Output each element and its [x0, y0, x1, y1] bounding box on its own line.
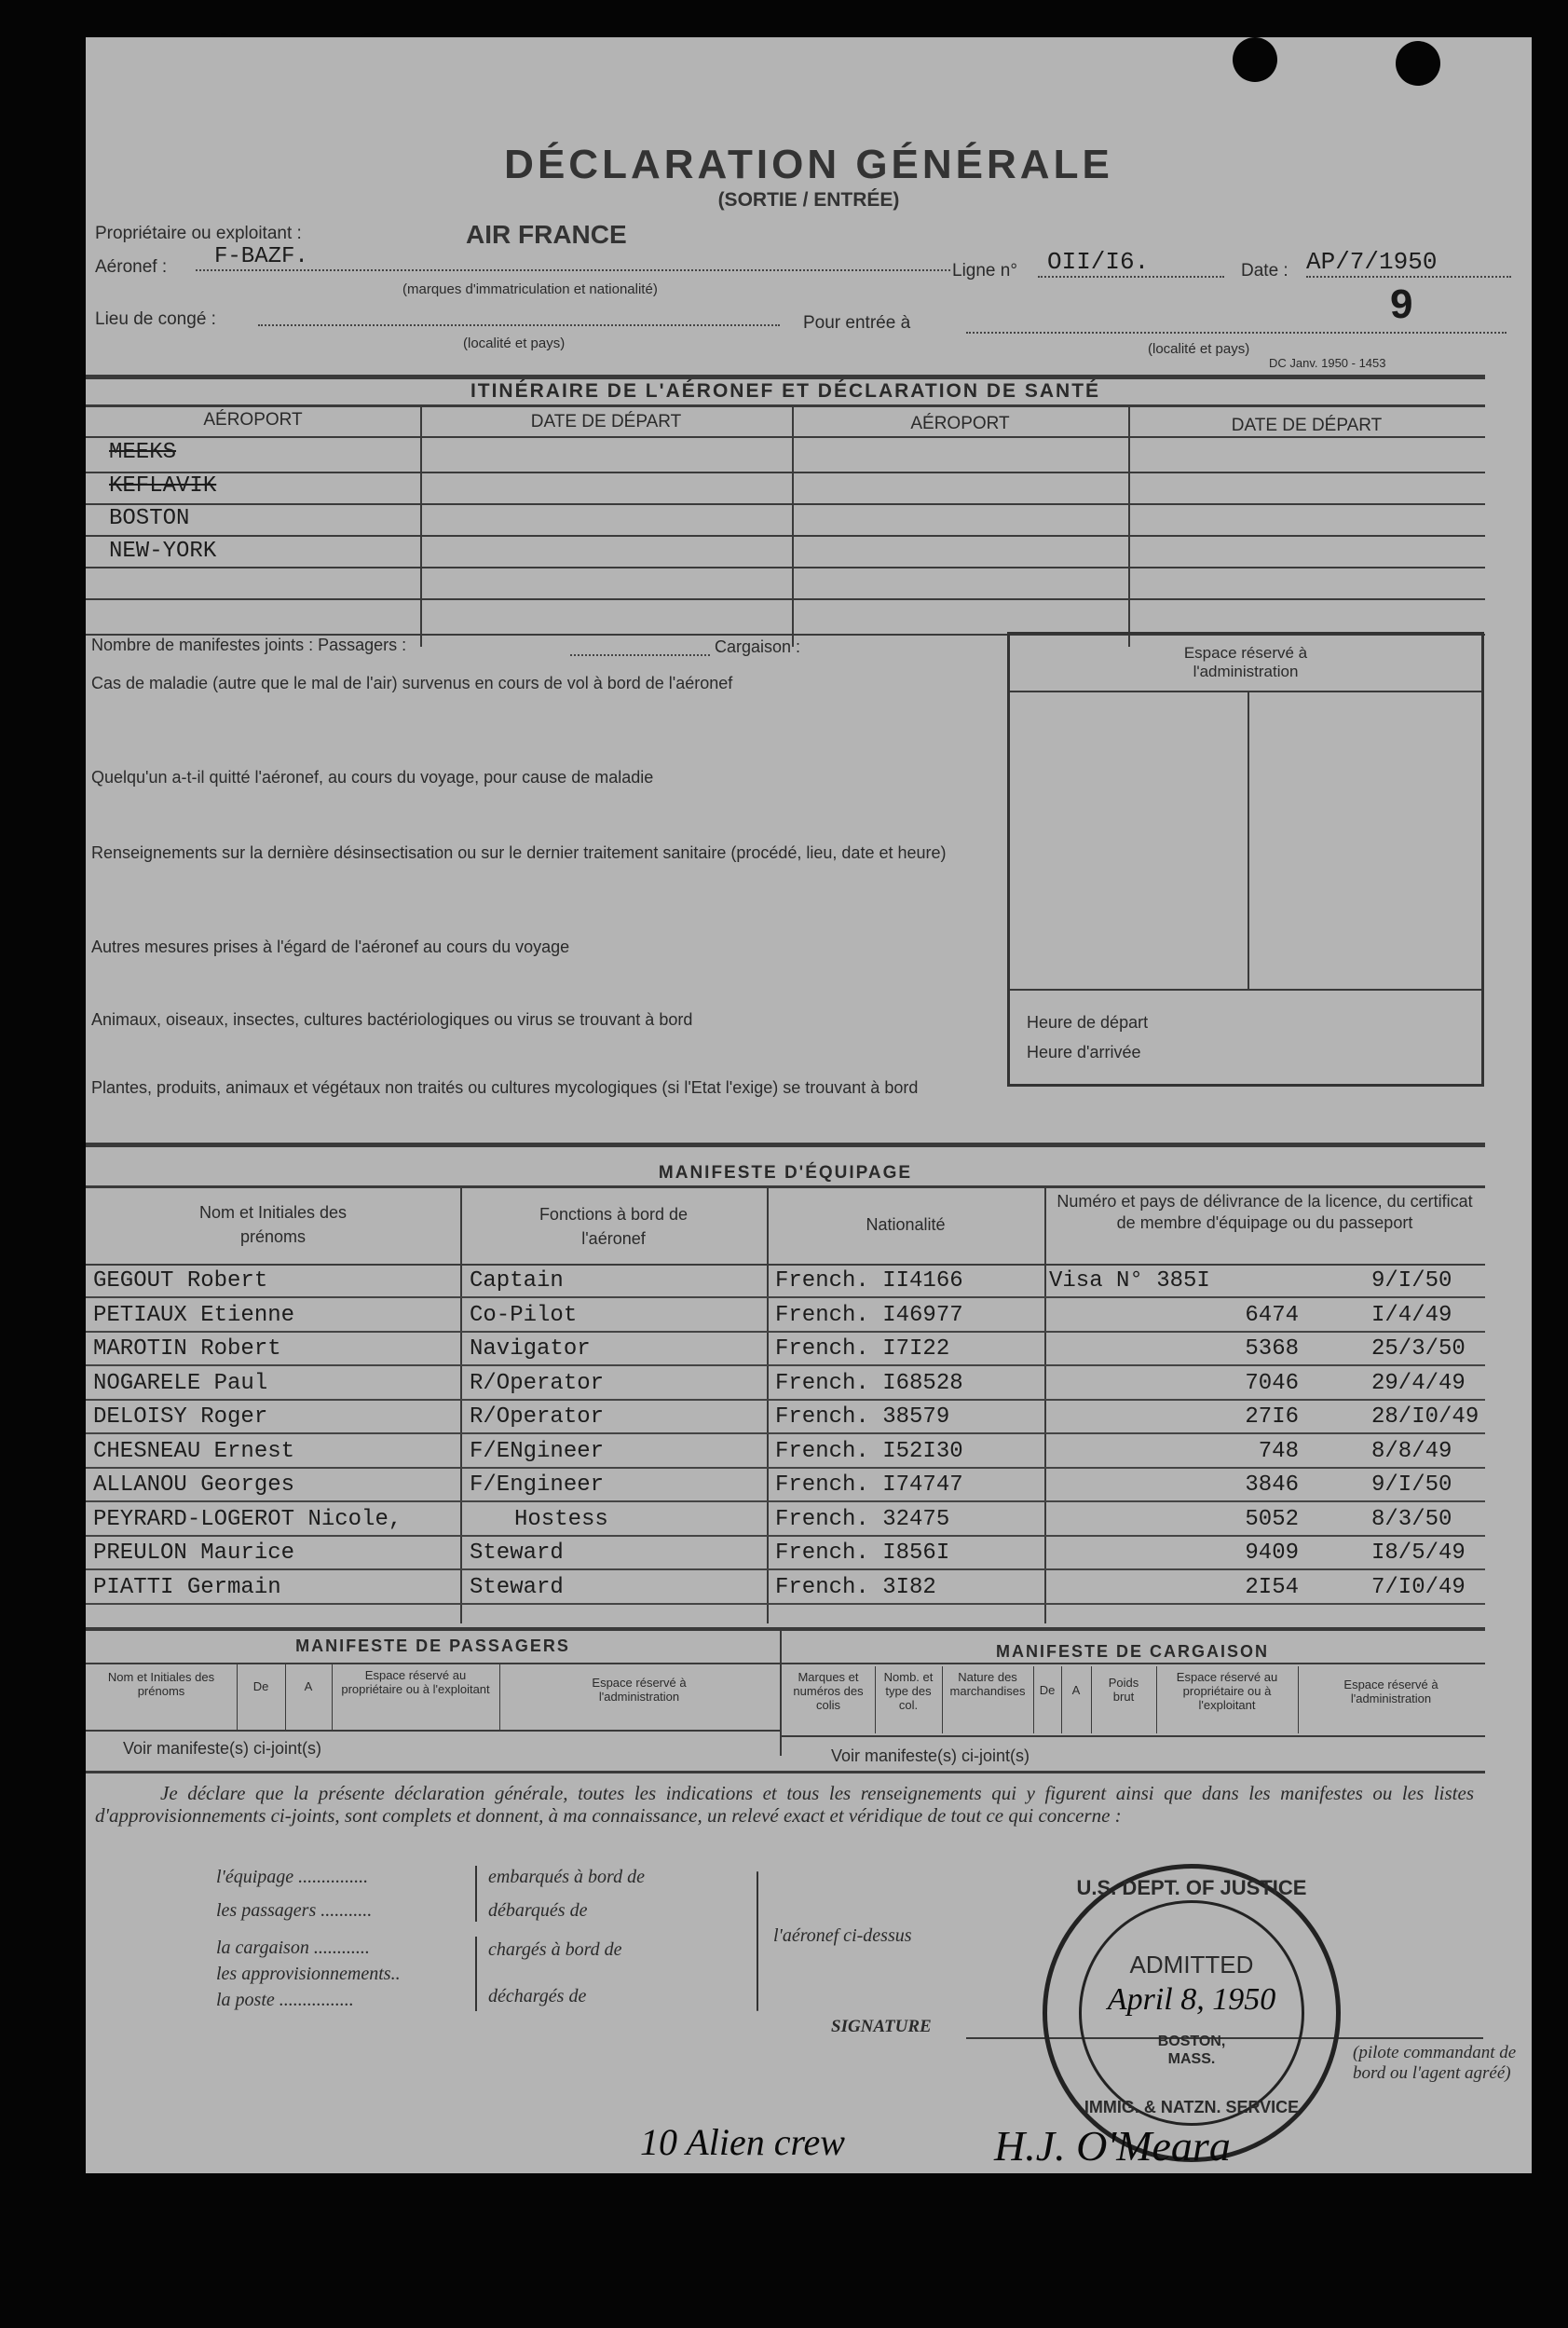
crew-license-date: 9/I/50: [1371, 1268, 1452, 1294]
airport-entry: KEFLAVIK: [109, 473, 217, 499]
crew-table: [86, 1185, 1485, 1623]
crew-license-number: 5368: [1245, 1336, 1299, 1362]
stamp-status: ADMITTED: [1129, 1951, 1254, 1979]
column-header: Nom et Initiales des prénoms: [107, 1670, 215, 1698]
manifests-label: Nombre de manifestes joints : Passagers :: [91, 636, 407, 654]
airport-entry: MEEKS: [109, 440, 177, 465]
crew-license-number: 7046: [1245, 1370, 1299, 1396]
crew-nationality: French. I46977: [775, 1302, 963, 1328]
form-subtitle: (SORTIE / ENTRÉE): [717, 189, 900, 211]
line-label: Ligne n°: [952, 261, 1017, 281]
owner-value: AIR FRANCE: [466, 220, 627, 249]
crew-function: Co-Pilot: [470, 1302, 578, 1328]
handwritten-signature: H.J. O'Meara: [994, 2122, 1231, 2170]
declaration-text: Je déclare que la présente déclaration générale, toutes les indications et tous les renseignements qui y figurent ainsi que dans les manifestes ou les listes d'approvisionnements ci-joints, sont complets et donnent, à ma connaissance, un relevé exact et véridique de tout ce qui concerne :: [95, 1782, 1474, 1827]
column-header: De: [252, 1679, 269, 1693]
crew-license-date: 8/3/50: [1371, 1506, 1452, 1532]
column-header: Espace réservé à l'administration: [1343, 1678, 1438, 1705]
crew-license-date: 8/8/49: [1371, 1438, 1452, 1464]
owner-label: Propriétaire ou exploitant :: [95, 224, 302, 243]
row-line: [86, 472, 1485, 473]
crew-license-number: 9409: [1245, 1541, 1299, 1566]
divider: [86, 404, 1485, 407]
crew-license-date: I8/5/49: [1371, 1541, 1466, 1566]
row-line: [86, 535, 1485, 537]
declaration-item: la poste ................: [216, 1990, 354, 2010]
crew-name: GEGOUT Robert: [93, 1268, 268, 1294]
column-header: Espace réservé à l'administration: [592, 1676, 687, 1704]
crew-name: PREULON Maurice: [93, 1541, 295, 1566]
declaration-item: les passagers ...........: [216, 1900, 373, 1921]
signature-label: SIGNATURE: [831, 2017, 932, 2036]
declaration-action: embarqués à bord de: [488, 1867, 645, 1887]
form-code: DC Janv. 1950 - 1453: [1269, 356, 1386, 370]
declaration-action: déchargés de: [488, 1986, 587, 2006]
column-header: Nationalité: [866, 1215, 946, 1234]
crew-row: [86, 1504, 1485, 1537]
crew-nationality: French. I74747: [775, 1472, 963, 1498]
crew-function: Steward: [470, 1574, 564, 1600]
row-line: [86, 598, 1485, 600]
crew-nationality: French. I7I22: [775, 1336, 950, 1362]
crew-license-number: 3846: [1245, 1472, 1299, 1498]
departure-field: [258, 324, 780, 326]
crew-row: [86, 1334, 1485, 1366]
punch-hole: [1233, 37, 1277, 82]
brace: [475, 1937, 477, 2011]
departure-label: Lieu de congé :: [95, 309, 216, 329]
declaration-item: la cargaison ............: [216, 1938, 370, 1958]
crew-name: PEYRARD-LOGEROT Nicole,: [93, 1506, 402, 1532]
column-header: DATE DE DÉPART: [1231, 416, 1383, 435]
crew-function: R/Operator: [470, 1404, 605, 1430]
divider: [86, 375, 1485, 379]
column-header: Espace réservé au propriétaire ou à l'exploitant: [1176, 1670, 1278, 1712]
divider: [782, 1735, 1485, 1737]
line-value: OII/I6.: [1038, 248, 1224, 278]
disinsect-label: Renseignements sur la dernière désinsectisation ou sur le dernier traitement sanitaire (procédé, lieu, date et heure): [91, 843, 947, 862]
declaration-action: débarqués de: [488, 1900, 588, 1921]
date-label: Date :: [1241, 261, 1288, 281]
crew-nationality: French. I68528: [775, 1370, 963, 1396]
departure-time-label: Heure de départ: [1027, 1013, 1149, 1032]
crew-license-number: Visa N° 385I: [1049, 1268, 1210, 1294]
crew-row: [86, 1402, 1485, 1434]
crew-name: ALLANOU Georges: [93, 1472, 295, 1498]
date-value: AP/7/1950: [1306, 248, 1511, 278]
column-header: Nomb. et type des col.: [883, 1670, 934, 1712]
cargo-note: Voir manifeste(s) ci-joint(s): [831, 1746, 1030, 1765]
column-header: A: [304, 1679, 313, 1693]
column-header: Poids brut: [1108, 1676, 1139, 1704]
crew-license-date: 7/I0/49: [1371, 1574, 1466, 1600]
crew-name: NOGARELE Paul: [93, 1370, 268, 1396]
aircraft-value: F-BAZF.: [196, 244, 950, 271]
crew-function: F/Engineer: [470, 1472, 605, 1498]
crew-function: R/Operator: [470, 1370, 605, 1396]
airport-entry: BOSTON: [109, 506, 190, 531]
illness-label: Cas de maladie (autre que le mal de l'air) survenus en cours de vol à bord de l'aéronef: [91, 674, 733, 692]
crew-nationality: French. 3I82: [775, 1574, 936, 1600]
stamp-top-text: U.S. DEPT. OF JUSTICE: [1076, 1876, 1307, 1899]
crew-name: PIATTI Germain: [93, 1574, 281, 1600]
crew-name: CHESNEAU Ernest: [93, 1438, 295, 1464]
arrival-time-label: Heure d'arrivée: [1027, 1043, 1141, 1061]
crew-nationality: French. 32475: [775, 1506, 950, 1532]
crew-function: Navigator: [470, 1336, 591, 1362]
entry-label: Pour entrée à: [803, 313, 911, 333]
crew-license-number: 6474: [1245, 1302, 1299, 1328]
crew-function: Steward: [470, 1541, 564, 1566]
crew-license-date: I/4/49: [1371, 1302, 1452, 1328]
crew-nationality: French. I856I: [775, 1541, 950, 1566]
divider: [86, 1771, 1485, 1773]
animals-label: Animaux, oiseaux, insectes, cultures bactériologiques ou virus se trouvant à bord: [91, 1010, 693, 1029]
crew-function: Hostess: [514, 1506, 608, 1532]
aircraft-label: Aéronef :: [95, 257, 168, 277]
crew-license-number: 2I54: [1245, 1574, 1299, 1600]
column-divider: [1128, 404, 1130, 647]
crew-row: [86, 1368, 1485, 1401]
declaration-item: les approvisionnements..: [216, 1964, 401, 1984]
crew-row: [86, 1470, 1485, 1502]
cargo-title: MANIFESTE DE CARGAISON: [995, 1642, 1269, 1661]
stamp-bottom-text: IMMIG. & NATZN. SERVICE: [1084, 2098, 1300, 2116]
crew-name: DELOISY Roger: [93, 1404, 268, 1430]
crew-license-number: 748: [1258, 1438, 1299, 1464]
crew-row: [86, 1538, 1485, 1570]
crew-function: Captain: [470, 1268, 564, 1294]
crew-license-date: 29/4/49: [1371, 1370, 1466, 1396]
crew-function: F/ENgineer: [470, 1438, 605, 1464]
column-header: Numéro et pays de délivrance de la licence, du certificat de membre d'équipage ou du passeport: [1057, 1192, 1473, 1232]
crew-row: [86, 1436, 1485, 1469]
signature-note: (pilote commandant de bord ou l'agent agréé): [1353, 2043, 1517, 2083]
stamp-place: BOSTON, MASS.: [1157, 2034, 1226, 2067]
crew-nationality: French. 38579: [775, 1404, 950, 1430]
passengers-note: Voir manifeste(s) ci-joint(s): [123, 1739, 322, 1758]
row-line: [86, 567, 1485, 568]
left-aircraft-label: Quelqu'un a-t-il quitté l'aéronef, au cours du voyage, pour cause de maladie: [91, 768, 654, 787]
passengers-table-header: [86, 1664, 780, 1730]
admin-box: [1007, 632, 1484, 1087]
crew-name: PETIAUX Etienne: [93, 1302, 295, 1328]
form-title: DÉCLARATION GÉNÉRALE: [504, 142, 1113, 187]
airport-entry: NEW-YORK: [109, 539, 217, 564]
crew-license-date: 25/3/50: [1371, 1336, 1466, 1362]
admin-box-title: Espace réservé à l'administration: [1183, 644, 1308, 680]
column-header: AÉROPORT: [910, 414, 1010, 433]
row-line: [86, 436, 1485, 438]
column-divider: [792, 404, 794, 647]
cargo-label: Cargaison :: [715, 637, 801, 656]
itinerary-title: ITINÉRAIRE DE L'AÉRONEF ET DÉCLARATION DE SANTÉ: [470, 380, 1101, 402]
admitted-stamp: [1043, 1864, 1341, 2162]
column-header: Nom et Initiales des prénoms: [198, 1203, 348, 1246]
crew-nationality: French. I52I30: [775, 1438, 963, 1464]
crew-license-date: 9/I/50: [1371, 1472, 1452, 1498]
brace: [757, 1871, 758, 2011]
entry-note: (localité et pays): [1148, 341, 1250, 357]
crew-row: [86, 1300, 1485, 1333]
punch-hole: [1396, 41, 1440, 86]
divider: [86, 1730, 780, 1732]
plants-label: Plantes, produits, animaux et végétaux non traités ou cultures mycologiques (si l'Etat l'exige) se trouvant à bord: [91, 1078, 919, 1097]
cargo-table-header: [782, 1666, 1485, 1733]
column-header: Marques et numéros des colis: [793, 1670, 864, 1712]
measures-label: Autres mesures prises à l'égard de l'aéronef au cours du voyage: [91, 938, 570, 956]
passengers-field: [570, 654, 710, 656]
crew-license-number: 5052: [1245, 1506, 1299, 1532]
stamp-date: April 8, 1950: [1107, 1982, 1276, 2017]
crew-name: MAROTIN Robert: [93, 1336, 281, 1362]
divider: [1010, 989, 1481, 991]
column-header: A: [1071, 1683, 1081, 1697]
column-header: De: [1039, 1683, 1056, 1697]
aircraft-reference: l'aéronef ci-dessus: [773, 1925, 912, 1946]
column-header: DATE DE DÉPART: [530, 412, 682, 431]
crew-nationality: French. II4166: [775, 1268, 963, 1294]
divider: [1010, 691, 1481, 692]
column-header: Espace réservé au propriétaire ou à l'exploitant: [341, 1668, 490, 1696]
declaration-action: chargés à bord de: [488, 1939, 622, 1960]
divider: [1248, 691, 1249, 989]
column-header: Nature des marchandises: [949, 1670, 1026, 1698]
declaration-form: [86, 37, 1532, 2173]
brace: [475, 1866, 477, 1922]
row-line: [86, 503, 1485, 505]
page-number: 9: [1390, 281, 1413, 327]
crew-row: [86, 1266, 1485, 1298]
crew-title: MANIFESTE D'ÉQUIPAGE: [658, 1163, 913, 1183]
column-header: Fonctions à bord de l'aéronef: [539, 1205, 689, 1248]
departure-note: (localité et pays): [463, 336, 566, 351]
aircraft-note: (marques d'immatriculation et nationalité): [402, 281, 658, 297]
crew-license-date: 28/I0/49: [1371, 1404, 1479, 1430]
crew-row: [86, 1572, 1485, 1605]
column-divider: [420, 404, 422, 647]
handwritten-note: 10 Alien crew: [640, 2121, 845, 2163]
divider: [86, 1627, 1485, 1631]
declaration-item: l'équipage ...............: [216, 1867, 369, 1887]
divider: [86, 1143, 1485, 1147]
column-header: AÉROPORT: [203, 410, 303, 430]
crew-license-number: 27I6: [1245, 1404, 1299, 1430]
entry-field: [966, 332, 1507, 334]
passengers-title: MANIFESTE DE PASSAGERS: [295, 1636, 570, 1655]
